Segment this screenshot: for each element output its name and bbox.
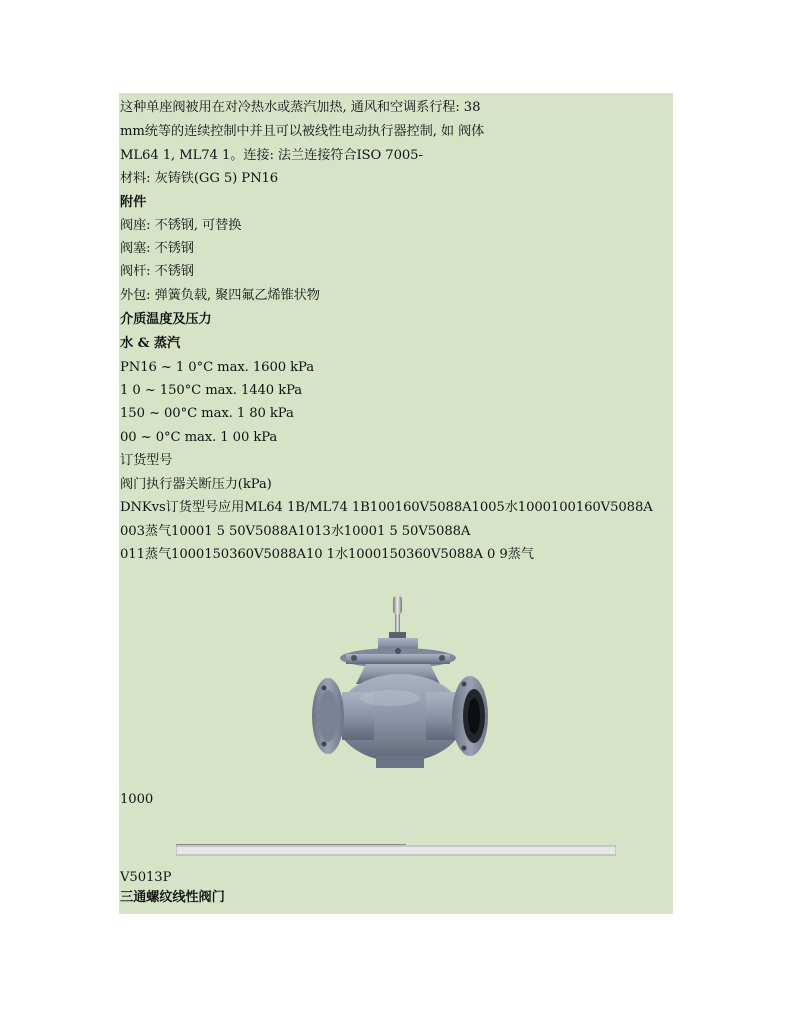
text-line-8: 阀杆: 不锈钢: [120, 264, 194, 279]
text-line-13: 1 0 ~ 150°C max. 1440 kPa: [120, 383, 303, 398]
caption-number: 1000: [120, 792, 154, 807]
text-line-2: mm统等的连续控制中并且可以被线性电动执行器控制, 如 阀体: [120, 124, 485, 139]
text-line-3: ML64 1, ML74 1。连接: 法兰连接符合ISO 7005-: [120, 148, 423, 163]
text-line-11: 水 & 蒸汽: [120, 336, 181, 351]
divider-line: [176, 844, 616, 856]
text-line-15: 00 ~ 0°C max. 1 00 kPa: [120, 430, 278, 445]
text-line-7: 阀塞: 不锈钢: [120, 241, 194, 256]
text-line-6: 阀座: 不锈钢, 可替换: [120, 218, 242, 233]
text-line-12: PN16 ~ 1 0°C max. 1600 kPa: [120, 360, 314, 375]
text-line-17: 阀门执行器关断压力(kPa): [120, 477, 272, 492]
text-line-20: 011蒸气1000150360V5088A10 1水1000150360V5088A 0 9蒸气: [120, 547, 534, 562]
text-line-14: 150 ~ 00°C max. 1 80 kPa: [120, 406, 294, 421]
content-panel: [119, 93, 673, 914]
valve-image: [302, 588, 498, 784]
text-line-5: 附件: [120, 195, 147, 210]
text-line-10: 介质温度及压力: [120, 312, 212, 327]
product-name: 三通螺纹线性阀门: [120, 890, 225, 905]
text-line-4: 材料: 灰铸铁(GG 5) PN16: [120, 171, 279, 186]
text-line-19: 003蒸气10001 5 50V5088A1013水10001 5 50V5088A: [120, 524, 471, 539]
text-line-18: DNKvs订货型号应用ML64 1B/ML74 1B100160V5088A1005水1000100160V5088A: [120, 500, 653, 515]
product-code: V5013P: [120, 870, 172, 885]
text-line-9: 外包: 弹簧负载, 聚四氟乙烯锥状物: [120, 288, 320, 303]
text-line-16: 订货型号: [120, 453, 173, 468]
valve-illustration: [302, 588, 498, 784]
text-line-1: 这种单座阀被用在对冷热水或蒸汽加热, 通风和空调系行程: 38: [120, 100, 481, 115]
